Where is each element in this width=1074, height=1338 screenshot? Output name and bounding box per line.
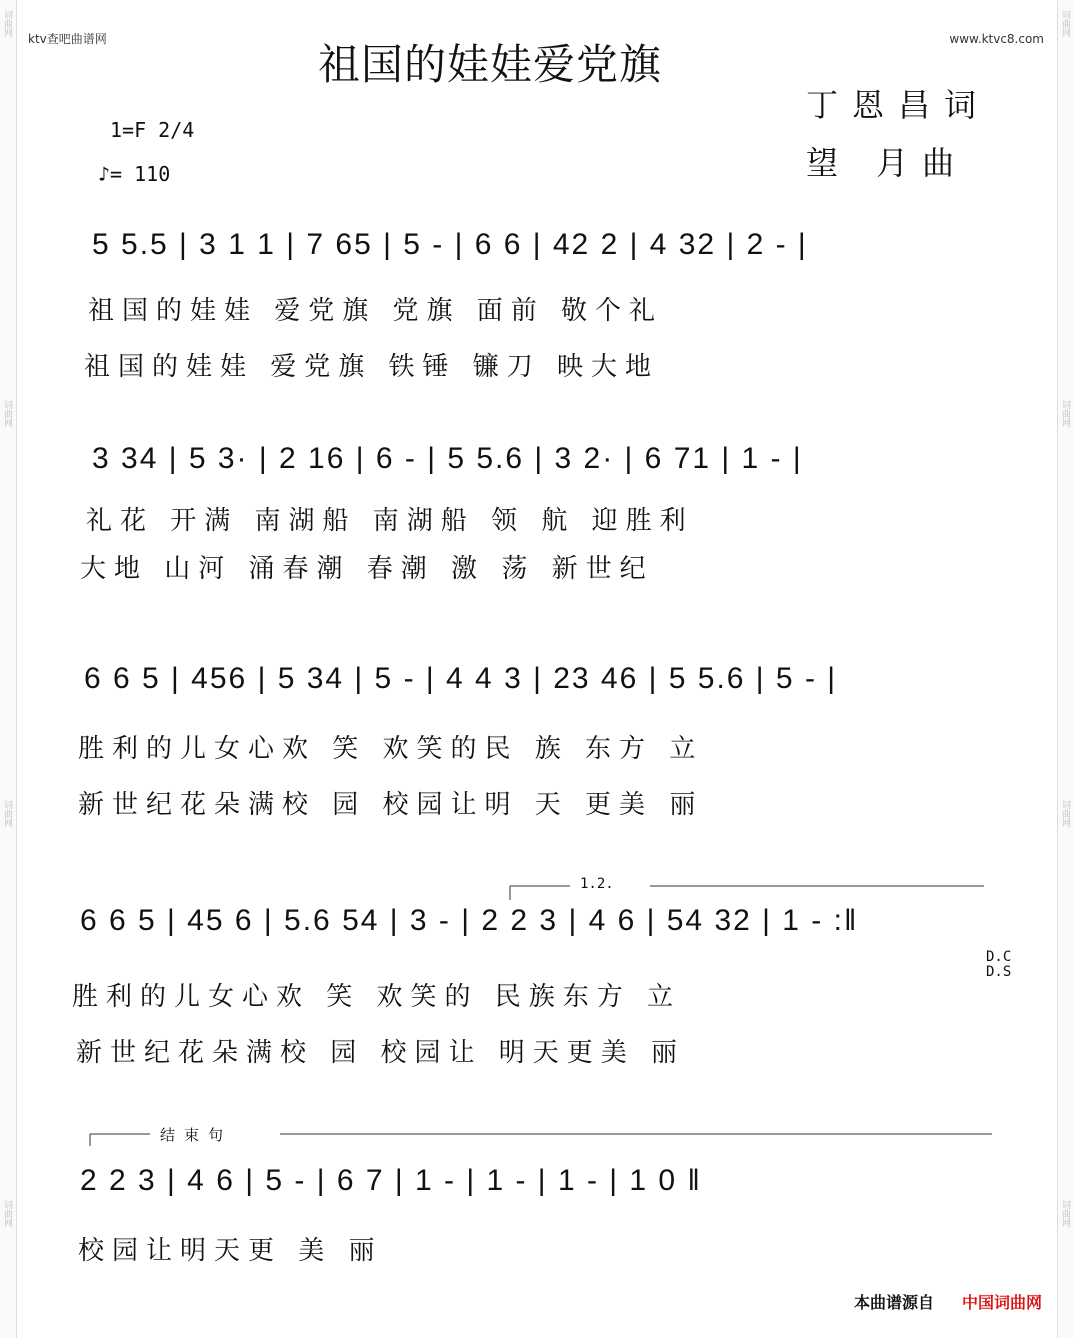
notation-line-4: 6 6 5 | 45 6 | 5.6 54 | 3 - | 2 2 3 | 4 6 | 54 32 | 1 - :‖ [80,904,859,937]
tempo-marking: ♪= 110 [98,162,171,186]
footer-label: 本曲谱源自 [853,1293,934,1312]
lyrics-line-1-verse-2: 祖国的娃娃 爱党旗 铁锤 镰刀 映大地 [84,352,660,382]
lyrics-line-4-verse-1: 胜利的儿女心欢 笑 欢笑的 民族东方 立 [72,982,682,1012]
side-mark: 词曲网 [1060,800,1070,827]
lyrics-line-4-verse-2: 新世纪花朵满校 园 校园让 明天更美 丽 [76,1038,686,1068]
side-mark: 词曲网 [2,1200,12,1227]
lyrics-line-5: 校园让明天更 美 丽 [78,1236,383,1266]
dc-ds-mark: D.C D.S [986,949,1012,980]
side-mark: 词曲网 [2,800,12,827]
side-mark: 词曲网 [2,400,12,427]
volta-label: 1.2. [580,876,614,892]
side-mark: 词曲网 [1060,400,1070,427]
lyrics-line-2-verse-1: 礼花 开满 南湖船 南湖船 领 航 迎胜利 [86,506,694,536]
song-title: 祖国的娃娃爱党旗 [318,40,663,89]
notation-line-3: 6 6 5 | 456 | 5 34 | 5 - | 4 4 3 | 23 46 | 5 5.6 | 5 - | [84,662,838,695]
side-mark: 词曲网 [1060,10,1070,37]
notation-line-5: 2 2 3 | 4 6 | 5 - | 6 7 | 1 - | 1 - | 1 - | 1 0 ‖ [80,1164,702,1197]
lyrics-line-1-verse-1: 祖国的娃娃 爱党旗 党旗 面前 敬个礼 [88,296,664,326]
side-mark: 词曲网 [1060,1200,1070,1227]
side-mark: 词曲网 [2,10,12,37]
lyrics-line-3-verse-1: 胜利的儿女心欢 笑 欢笑的民 族 东方 立 [78,734,704,764]
lyricist-credit: 丁恩昌词 [806,86,991,124]
ending-label: 结 束 句 [160,1126,224,1144]
composer-credit: 望 月曲 [806,144,969,182]
footer-site: 中国词曲网 [961,1293,1042,1312]
source-right: www.ktvc8.com [949,32,1044,46]
key-signature: 1=F 2/4 [110,118,195,142]
notation-line-2: 3 34 | 5 3· | 2 16 | 6 - | 5 5.6 | 3 2· | 6 71 | 1 - | [92,442,803,475]
notation-line-1: 5 5.5 | 3 1 1 | 7 65 | 5 - | 6 6 | 42 2 | 4 32 | 2 - | [92,228,808,261]
source-left: ktv查吧曲谱网 [28,32,107,46]
lyrics-line-3-verse-2: 新世纪花朵满校 园 校园让明 天 更美 丽 [78,790,704,820]
lyrics-line-2-verse-2: 大地 山河 涌春潮 春潮 激 荡 新世纪 [80,554,654,584]
